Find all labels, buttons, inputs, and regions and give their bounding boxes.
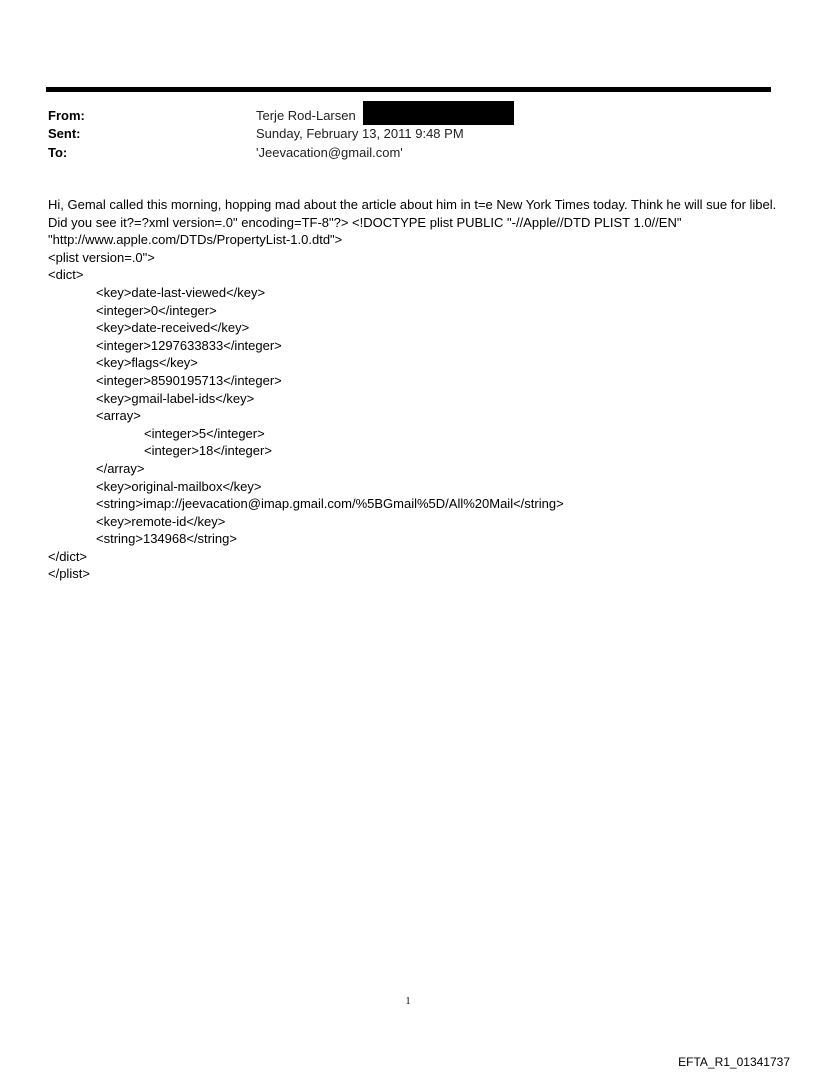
body-line: <dict>	[48, 267, 84, 283]
to-row	[48, 144, 768, 162]
body-line: <integer>1297633833</integer>	[96, 337, 282, 353]
from-value: Terje Rod-Larsen	[256, 108, 356, 123]
body-line: <plist version=.0">	[48, 249, 155, 265]
body-line: <key>flags</key>	[96, 355, 198, 371]
sent-row	[48, 125, 768, 143]
body-line: </plist>	[48, 566, 90, 582]
document-id: EFTA_R1_01341737	[678, 1055, 790, 1069]
body-line: <integer>18</integer>	[144, 443, 272, 459]
sent-value: Sunday, February 13, 2011 9:48 PM	[256, 126, 464, 141]
header-rule	[46, 87, 771, 92]
body-line: <key>original-mailbox</key>	[96, 478, 262, 494]
body-line: <integer>0</integer>	[96, 302, 217, 318]
body-line: <string>134968</string>	[96, 531, 237, 547]
page-number: 1	[405, 996, 411, 1007]
body-line: <integer>8590195713</integer>	[96, 372, 282, 388]
message-body	[48, 196, 778, 583]
body-line: <array>	[96, 408, 141, 424]
body-line: <key>date-received</key>	[96, 320, 250, 336]
body-line: </array>	[96, 460, 145, 476]
from-label: From:	[48, 108, 85, 123]
body-line: <key>gmail-label-ids</key>	[96, 390, 255, 406]
body-line: <key>date-last-viewed</key>	[96, 284, 266, 300]
body-line: <string>imap://jeevacation@imap.gmail.com/%5BGmail%5D/All%20Mail</string>	[96, 496, 564, 512]
body-line: </dict>	[48, 548, 88, 564]
message-intro: Hi, Gemal called this morning, hopping mad about the article about him in t=e New York Times today. Think he will sue for libel. Did you see it?=?xml version=.0" encoding=TF-8"?> <!DOCTYPE plist PUBLIC "-//Apple//DTD PLIST 1.0//EN" "http://www.apple.com/DTDs/PropertyList-1.0.dtd">	[48, 197, 777, 248]
redaction-box	[363, 101, 514, 125]
body-line: <integer>5</integer>	[144, 425, 265, 441]
to-value: 'Jeevacation@gmail.com'	[256, 145, 403, 160]
body-line: <key>remote-id</key>	[96, 513, 226, 529]
to-label: To:	[48, 145, 68, 160]
sent-label: Sent:	[48, 126, 81, 141]
